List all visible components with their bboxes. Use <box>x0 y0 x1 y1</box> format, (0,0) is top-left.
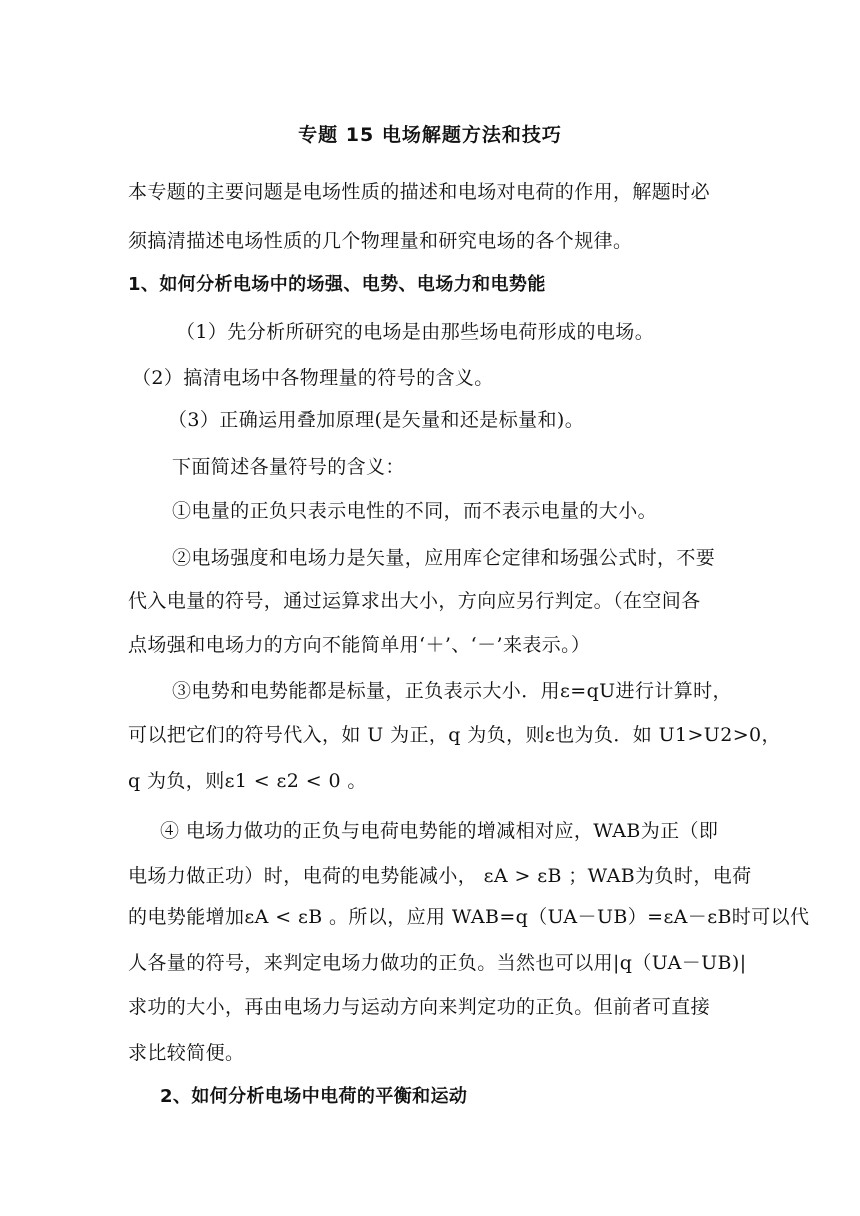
paragraph-line: 的电势能增加εA < εB 。所以，应用 WAB=q（UA－UB）=εA－εB时可以代 <box>128 906 810 928</box>
page-title: 专题 15 电场解题方法和技巧 <box>298 124 562 146</box>
paragraph-line: （1）先分析所研究的电场是由那些场电荷形成的电场。 <box>176 321 655 343</box>
paragraph-line: （3）正确运用叠加原理(是矢量和还是标量和)。 <box>168 409 585 431</box>
paragraph-line: 可以把它们的符号代入，如 U 为正，q 为负，则ε也为负．如 U1>U2>0， <box>128 724 781 746</box>
paragraph-line: 下面简述各量符号的含义： <box>172 456 405 478</box>
paragraph-line: 本专题的主要问题是电场性质的描述和电场对电荷的作用，解题时必 <box>128 181 711 203</box>
paragraph-line: 求功的大小，再由电场力与运动方向来判定功的正负。但前者可直接 <box>128 996 711 1018</box>
paragraph-line: 点场强和电场力的方向不能简单用‘＋’、‘－’来表示。） <box>128 634 591 656</box>
paragraph-line: 代入电量的符号，通过运算求出大小，方向应另行判定。（在空间各 <box>128 590 701 612</box>
paragraph-line: ④ 电场力做功的正负与电荷电势能的增减相对应，WAB为正（即 <box>160 820 719 842</box>
paragraph-line: q 为负，则ε1 < ε2 < 0 。 <box>128 770 367 792</box>
paragraph-line: ③电势和电势能都是标量，正负表示大小．用ε=qU进行计算时， <box>172 680 732 702</box>
paragraph-line: 电场力做正功）时，电荷的电势能减小， εA > εB ；WAB为负时，电荷 <box>128 865 752 887</box>
paragraph-line: 须搞清描述电场性质的几个物理量和研究电场的各个规律。 <box>128 230 633 252</box>
paragraph-line: 求比较简便。 <box>128 1042 245 1064</box>
paragraph-line: ②电场强度和电场力是矢量，应用库仑定律和场强公式时，不要 <box>172 547 716 569</box>
paragraph-line: （2）搞清电场中各物理量的符号的含义。 <box>132 367 494 389</box>
section-heading: 1、如何分析电场中的场强、电势、电场力和电势能 <box>128 274 546 295</box>
paragraph-line: ①电量的正负只表示电性的不同，而不表示电量的大小。 <box>172 500 658 522</box>
paragraph-line: 人各量的符号，来判定电场力做功的正负。当然也可以用|q（UA－UB)| <box>128 952 747 974</box>
section-heading: 2、如何分析电场中电荷的平衡和运动 <box>160 1086 468 1107</box>
